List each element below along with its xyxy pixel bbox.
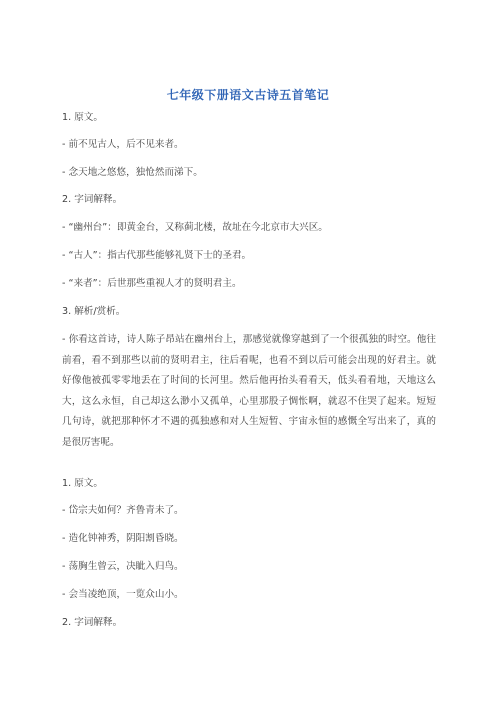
- text-line: - 造化钟神秀，阴阳割昏晓。: [62, 533, 184, 544]
- text-line: - “幽州台”：即黄金台，又称蓟北楼，故址在今北京市大兴区。: [62, 222, 328, 233]
- text-line: - 会当凌绝顶，一览众山小。: [62, 589, 184, 600]
- text-line: - 念天地之悠悠，独怆然而涕下。: [62, 167, 203, 178]
- analysis-paragraph: - 你看这首诗，诗人陈子昂站在幽州台上，那感觉就像穿越到了一个很孤独的时空。他往前看，看不到那些以前的贤明君主，往后看呢，也看不到以后可能会出现的好君主。就好像他被孤零零地丢在了时间的长河里。然后他再抬头看看天，低头看看地，天地这么大，这么永恒，自己却这么渺小又孤单，心里那股子惆怅啊，就忍不住哭了起来。短短几句诗，就把那种怀才不遇的孤独感和对人生短暂、宇宙永恒的感慨全写出来了，真的是很厉害呢。: [62, 334, 436, 448]
- section-heading-vocabulary: 2. 字词解释。: [62, 194, 123, 205]
- text-line: - “古人”：指古代那些能够礼贤下士的圣君。: [62, 250, 252, 261]
- text-line: - 前不见古人，后不见来者。: [62, 139, 184, 150]
- section-heading-original: 1. 原文。: [62, 478, 103, 489]
- document-title: 七年级下册语文古诗五首笔记: [166, 88, 330, 102]
- section-heading-analysis: 3. 解析/赏析。: [62, 306, 126, 317]
- section-heading-vocabulary: 2. 字词解释。: [62, 617, 123, 628]
- text-line: - “来者”：后世那些重视人才的贤明君主。: [62, 278, 242, 289]
- text-line: - 岱宗夫如何？齐鲁青未了。: [62, 505, 184, 516]
- text-line: - 荡胸生曾云，决眦入归鸟。: [62, 561, 184, 572]
- section-heading-original: 1. 原文。: [62, 112, 103, 123]
